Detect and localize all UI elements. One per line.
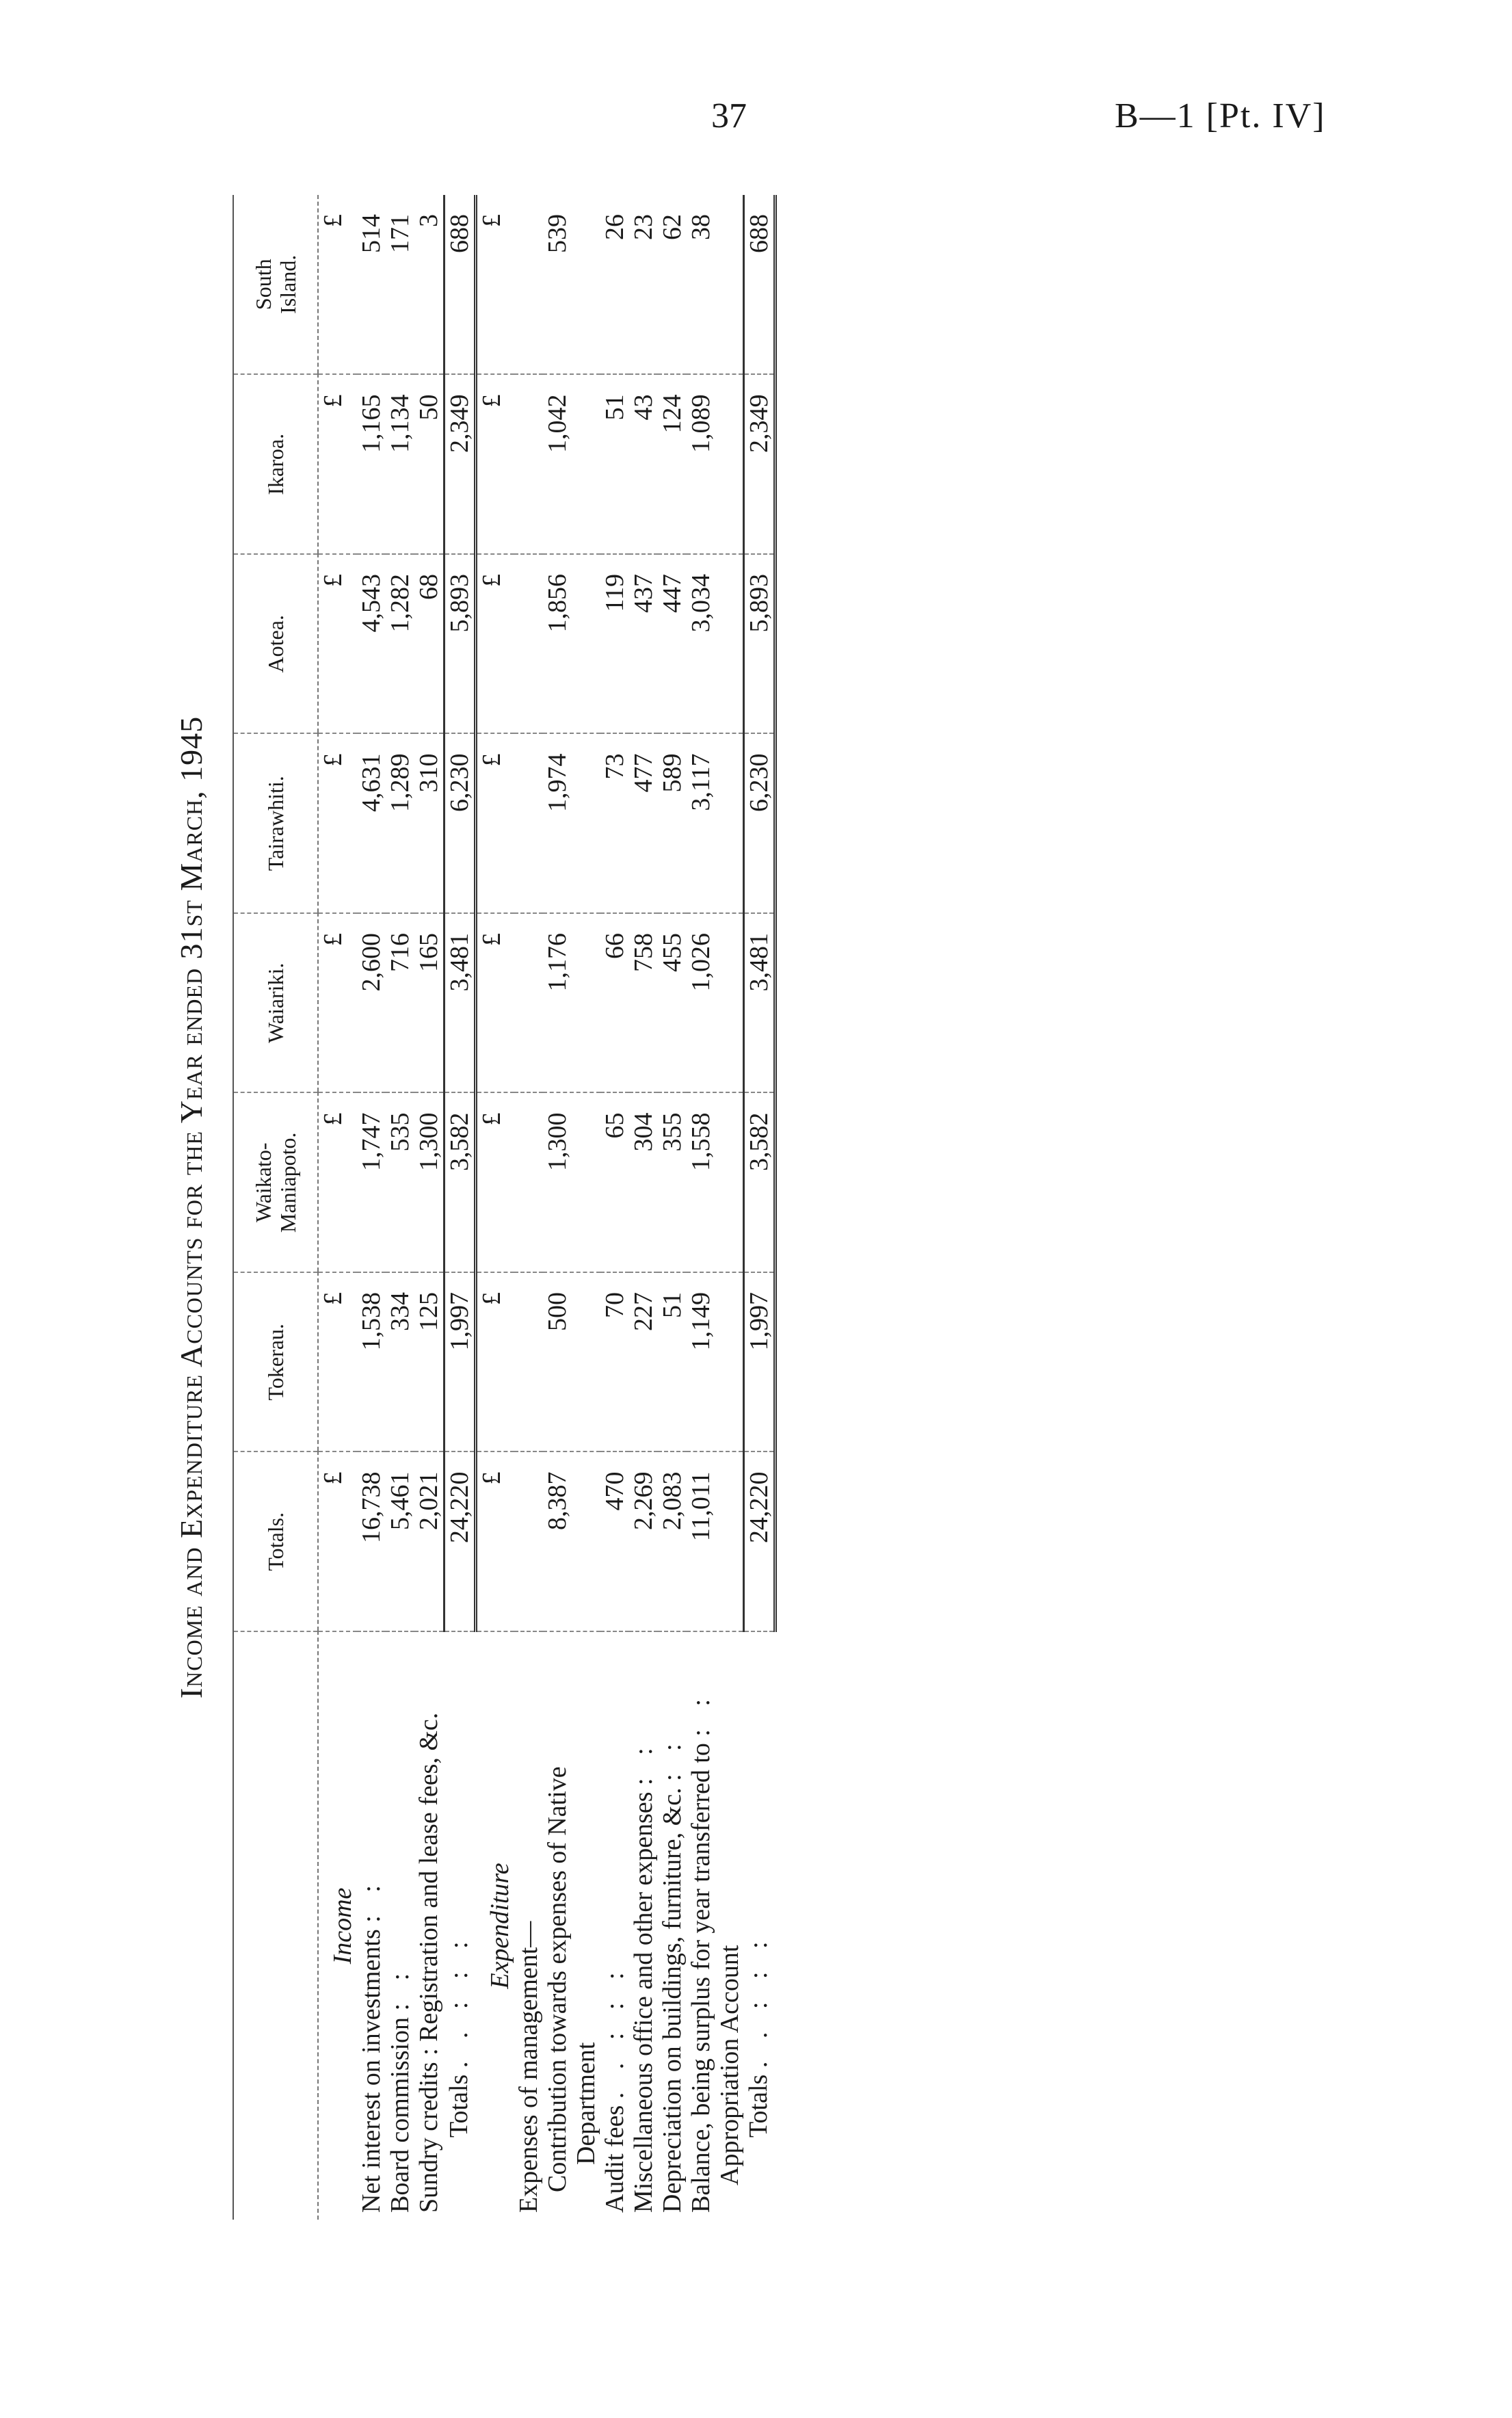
cell-totals: 2,021 <box>414 1452 445 1632</box>
cell-waikato-maniapoto: 535 <box>386 1093 414 1273</box>
currency-symbol: £ <box>476 913 514 1093</box>
table-row <box>629 195 658 2220</box>
row-label-text: Net interest on investments <box>357 1929 386 2213</box>
cell-waiariki: 758 <box>629 913 658 1093</box>
cell-tairawhiti: 4,631 <box>357 734 386 914</box>
leader-dots: : : <box>386 1964 414 2011</box>
header-ikaroa: Ikaroa. <box>233 375 318 555</box>
total-tokerau: 1,997 <box>445 1272 476 1452</box>
header-south-line1: South <box>251 259 276 311</box>
cell-aotea: 437 <box>629 554 658 734</box>
cell-waiariki: 455 <box>658 913 687 1093</box>
cell-waiariki: 1,026 <box>687 913 744 1093</box>
header-aotea: Aotea. <box>233 554 318 734</box>
cell-aotea: 68 <box>414 554 445 734</box>
cell-aotea: 1,282 <box>386 554 414 734</box>
header-waiariki: Waiariki. <box>233 913 318 1093</box>
page-number: 37 <box>711 96 747 135</box>
cell-totals: 470 <box>600 1452 629 1632</box>
row-label-text: Board commission <box>386 2016 414 2213</box>
row-label <box>414 1631 445 2220</box>
total-waiariki: 3,481 <box>445 913 476 1093</box>
cell-ikaroa: 1,165 <box>357 375 386 555</box>
cell-ikaroa: 50 <box>414 375 445 555</box>
cell-tairawhiti: 589 <box>658 734 687 914</box>
cell-aotea: 119 <box>600 554 629 734</box>
header-waikato-line2: Maniapoto. <box>276 1132 300 1233</box>
row-label <box>600 1631 629 2220</box>
cell-south-island: 171 <box>386 195 414 375</box>
row-label <box>658 1631 687 2220</box>
currency-symbol: £ <box>476 1452 514 1632</box>
currency-symbol: £ <box>476 375 514 555</box>
header-tokerau: Tokerau. <box>233 1272 318 1452</box>
cell-tokerau: 1,149 <box>687 1272 744 1452</box>
currency-symbol: £ <box>318 375 357 555</box>
expenditure-totals-row <box>744 195 775 2220</box>
cell-tokerau: 334 <box>386 1272 414 1452</box>
cell-waikato-maniapoto: 65 <box>600 1093 629 1273</box>
cell-aotea: 447 <box>658 554 687 734</box>
table-row <box>543 195 600 2220</box>
leader-dots: : : <box>357 1877 386 1923</box>
table-row <box>600 195 629 2220</box>
row-label <box>357 1631 386 2220</box>
row-label <box>629 1631 658 2220</box>
cell-waikato-maniapoto: 1,300 <box>414 1093 445 1273</box>
currency-symbol: £ <box>476 1272 514 1452</box>
expenditure-heading: Expenditure <box>485 1863 514 1989</box>
cell-aotea: 4,543 <box>357 554 386 734</box>
totals-label-text: Totals <box>743 2074 773 2138</box>
row-label-continuation: Department <box>571 2042 600 2165</box>
header-tairawhiti: Tairawhiti. <box>233 734 318 914</box>
income-totals-row <box>445 195 476 2220</box>
table-row <box>658 195 687 2220</box>
row-label-text: Depreciation on buildings, furniture, &c. <box>657 1787 687 2213</box>
row-label <box>687 1631 744 2220</box>
cell-waiariki: 716 <box>386 913 414 1093</box>
header-row <box>233 195 318 2220</box>
total-south-island: 688 <box>744 195 775 375</box>
cell-ikaroa: 1,042 <box>543 375 600 555</box>
cell-south-island: 23 <box>629 195 658 375</box>
cell-tairawhiti: 310 <box>414 734 445 914</box>
totals-label-text: Totals <box>444 2074 473 2138</box>
total-waikato-maniapoto: 3,582 <box>744 1093 775 1273</box>
currency-symbol: £ <box>318 554 357 734</box>
total-tokerau: 1,997 <box>744 1272 775 1452</box>
cell-tokerau: 1,538 <box>357 1272 386 1452</box>
income-heading-row <box>318 195 357 2220</box>
cell-waikato-maniapoto: 1,558 <box>687 1093 744 1273</box>
table-row <box>386 195 414 2220</box>
total-south-island: 688 <box>445 195 476 375</box>
row-label-text: Contribution towards expenses of Native <box>542 1766 572 2192</box>
row-label-text: Sundry credits : Registration and lease fees, &c. <box>414 1712 443 2213</box>
table-row <box>687 195 744 2220</box>
row-label-continuation: Appropriation Account <box>715 1945 744 2185</box>
total-ikaroa: 2,349 <box>445 375 476 555</box>
row-label-text: Balance, being surplus for year transferred to <box>686 1743 715 2213</box>
leader-dots: : : <box>686 1690 715 1737</box>
cell-ikaroa: 43 <box>629 375 658 555</box>
total-aotea: 5,893 <box>445 554 476 734</box>
group-label: Expenses of management— <box>514 1921 543 2213</box>
header-south-line2: Island. <box>276 254 300 314</box>
totals-label <box>445 1631 476 2220</box>
leader-dots: . . : : : <box>600 1964 629 2099</box>
currency-symbol: £ <box>476 195 514 375</box>
table-row <box>357 195 386 2220</box>
header-blank <box>233 1631 318 2220</box>
currency-symbol: £ <box>318 734 357 914</box>
cell-tairawhiti: 1,974 <box>543 734 600 914</box>
cell-tairawhiti: 73 <box>600 734 629 914</box>
header-totals: Totals. <box>233 1452 318 1632</box>
cell-south-island: 539 <box>543 195 600 375</box>
cell-tairawhiti: 1,289 <box>386 734 414 914</box>
cell-totals: 2,083 <box>658 1452 687 1632</box>
currency-symbol: £ <box>318 1452 357 1632</box>
currency-symbol: £ <box>318 1093 357 1273</box>
cell-waiariki: 66 <box>600 913 629 1093</box>
cell-south-island: 38 <box>687 195 744 375</box>
cell-tairawhiti: 477 <box>629 734 658 914</box>
cell-tairawhiti: 3,117 <box>687 734 744 914</box>
total-totals: 24,220 <box>744 1452 775 1632</box>
total-tairawhiti: 6,230 <box>445 734 476 914</box>
accounts-table <box>233 195 777 2220</box>
header-south-island <box>233 195 318 375</box>
cell-waikato-maniapoto: 1,747 <box>357 1093 386 1273</box>
total-ikaroa: 2,349 <box>744 375 775 555</box>
row-label-text: Audit fees <box>600 2105 629 2213</box>
cell-ikaroa: 124 <box>658 375 687 555</box>
currency-symbol: £ <box>476 734 514 914</box>
cell-ikaroa: 1,134 <box>386 375 414 555</box>
table-title <box>157 168 226 2247</box>
cell-waikato-maniapoto: 355 <box>658 1093 687 1273</box>
row-label-text: Miscellaneous office and other expenses <box>628 1791 658 2213</box>
page-reference: B—1 [Pt. IV] <box>1115 96 1326 135</box>
total-tairawhiti: 6,230 <box>744 734 775 914</box>
cell-aotea: 1,856 <box>543 554 600 734</box>
cell-totals: 16,738 <box>357 1452 386 1632</box>
row-label <box>386 1631 414 2220</box>
cell-waikato-maniapoto: 304 <box>629 1093 658 1273</box>
expenditure-heading-row <box>476 195 514 2220</box>
table-title-prefix: Income and Expenditure Accounts for the Year ended <box>174 959 209 1699</box>
cell-aotea: 3,034 <box>687 554 744 734</box>
cell-tokerau: 70 <box>600 1272 629 1452</box>
cell-tokerau: 51 <box>658 1272 687 1452</box>
group-label-row <box>514 195 543 2220</box>
cell-south-island: 26 <box>600 195 629 375</box>
leader-dots: . . : : : <box>743 1933 773 2068</box>
total-totals: 24,220 <box>445 1452 476 1632</box>
total-waikato-maniapoto: 3,582 <box>445 1093 476 1273</box>
cell-totals: 11,011 <box>687 1452 744 1632</box>
header-waikato-line1: Waikato- <box>251 1142 276 1222</box>
cell-south-island: 514 <box>357 195 386 375</box>
cell-tokerau: 227 <box>629 1272 658 1452</box>
cell-south-island: 3 <box>414 195 445 375</box>
currency-symbol: £ <box>318 195 357 375</box>
leader-dots: . . : : : <box>444 1933 473 2068</box>
leader-dots: : : <box>657 1735 687 1781</box>
cell-tokerau: 500 <box>543 1272 600 1452</box>
currency-symbol: £ <box>318 1272 357 1452</box>
table-title-date: 31st March, 1945 <box>174 715 209 960</box>
cell-totals: 5,461 <box>386 1452 414 1632</box>
cell-waiariki: 2,600 <box>357 913 386 1093</box>
currency-symbol: £ <box>318 913 357 1093</box>
rotated-table-panel <box>157 168 1128 2247</box>
currency-symbol: £ <box>476 1093 514 1273</box>
cell-south-island: 62 <box>658 195 687 375</box>
cell-waiariki: 165 <box>414 913 445 1093</box>
cell-ikaroa: 51 <box>600 375 629 555</box>
cell-totals: 2,269 <box>629 1452 658 1632</box>
cell-totals: 8,387 <box>543 1452 600 1632</box>
cell-waikato-maniapoto: 1,300 <box>543 1093 600 1273</box>
totals-label <box>744 1631 775 2220</box>
income-heading: Income <box>328 1887 357 1964</box>
total-waiariki: 3,481 <box>744 913 775 1093</box>
cell-waiariki: 1,176 <box>543 913 600 1093</box>
total-aotea: 5,893 <box>744 554 775 734</box>
currency-symbol: £ <box>476 554 514 734</box>
table-row <box>414 195 445 2220</box>
leader-dots: : : <box>628 1739 658 1785</box>
cell-tokerau: 125 <box>414 1272 445 1452</box>
cell-ikaroa: 1,089 <box>687 375 744 555</box>
header-waikato-maniapoto <box>233 1093 318 1273</box>
row-label <box>543 1631 600 2220</box>
